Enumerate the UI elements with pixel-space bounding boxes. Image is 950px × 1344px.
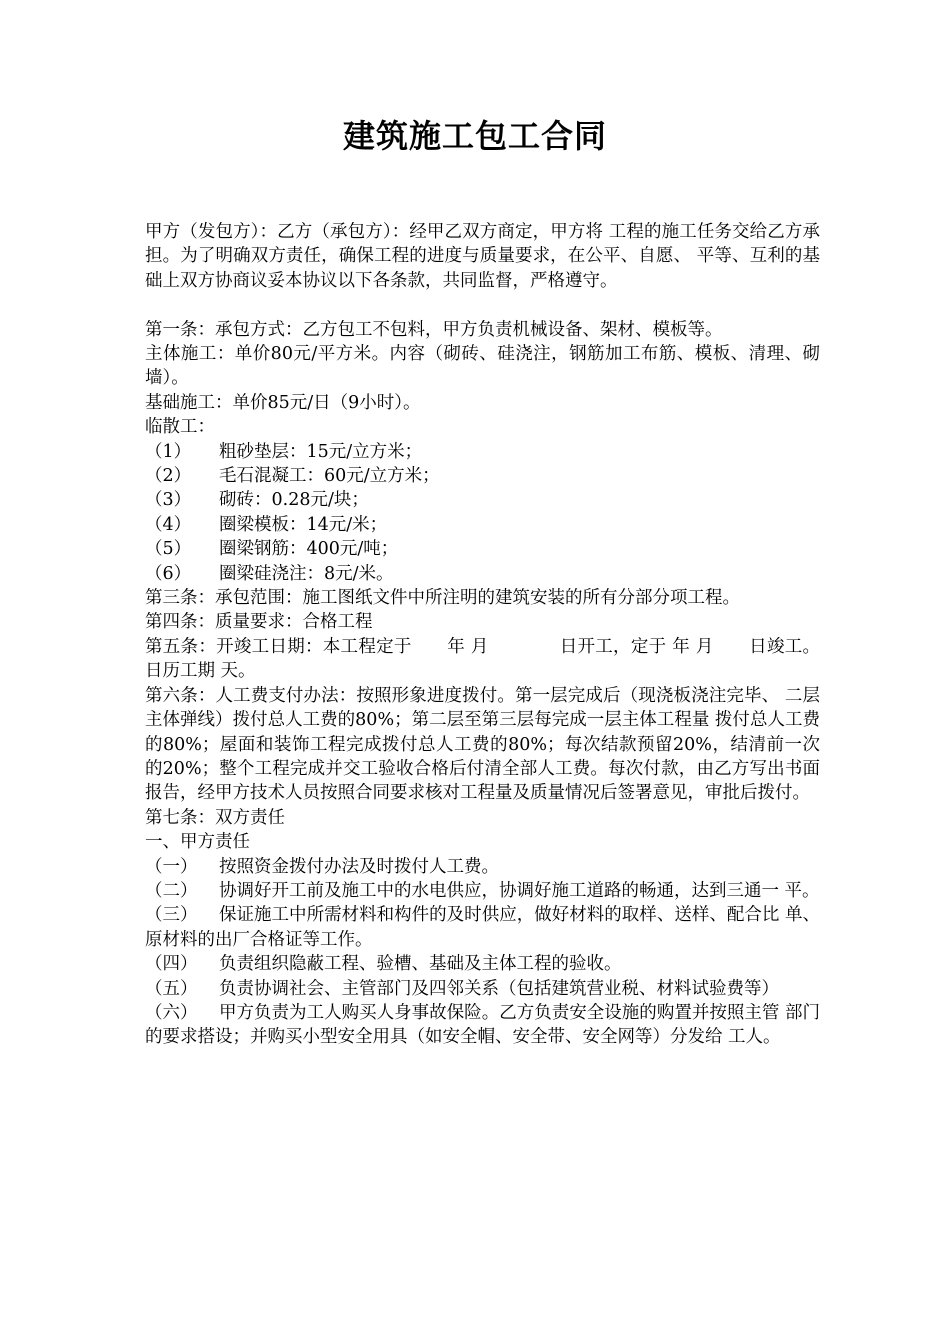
item-number: （一） (145, 856, 198, 877)
party-a-item (145, 1001, 820, 1050)
misc-item (145, 464, 820, 488)
paragraph-gap (145, 293, 820, 317)
item-text: 圈梁钢筋：400元/吨； (219, 539, 399, 560)
party-a-heading: 一、甲方责任 (145, 832, 250, 853)
item-number: （四） (145, 954, 198, 975)
item-text: 砌砖：0.28元/块； (219, 490, 369, 511)
party-a-item (145, 855, 820, 879)
item-number: （二） (145, 880, 198, 901)
item-number: （4） (145, 514, 192, 535)
misc-item (145, 562, 820, 586)
item-text: 毛石混凝工：60元/立方米； (219, 466, 440, 487)
party-a-item (145, 977, 820, 1001)
party-a-item (145, 879, 820, 903)
main-construction: 主体施工：单价80元/平方米。内容（砌砖、硅浇注，钢筋加工布筋、模板、清理、砌墙）。 (145, 344, 820, 389)
item-number: （5） (145, 539, 192, 560)
item-text: 粗砂垫层：15元/立方米； (219, 441, 423, 462)
article-5: 第五条：开竣工日期：本工程定于 年 月 日开工，定于 年 月 日竣工。日历工期 天。 (145, 636, 820, 682)
article-7: 第七条：双方责任 (145, 807, 285, 828)
item-text: 协调好开工前及施工中的水电供应，协调好施工道路的畅通，达到三通一 平。 (219, 880, 820, 901)
item-number: （1） (145, 441, 192, 462)
item-text: 甲方负责为工人购买人身事故保险。乙方负责安全设施的购置并按照主管 部门的要求搭设；并购买小型安全用具（如安全帽、安全带、安全网等）分发给 工人。 (145, 1002, 820, 1048)
item-number: （五） (145, 978, 198, 999)
misc-work-heading: 临散工： (145, 417, 215, 438)
party-a-item (145, 903, 820, 952)
item-text: 负责协调社会、主管部门及四邻关系（包括建筑营业税、材料试验费等） (219, 978, 779, 999)
item-text: 圈梁硅浇注：8元/米。 (219, 563, 394, 584)
contract-body (145, 220, 820, 1050)
misc-item (145, 488, 820, 512)
misc-item (145, 513, 820, 537)
party-a-item (145, 952, 820, 976)
item-text: 圈梁模板：14元/米； (219, 514, 388, 535)
article-6: 第六条：人工费支付办法：按照形象进度拨付。第一层完成后（现浇板浇注完毕、 二层主体弹线）拨付总人工费的80%；第二层至第三层每完成一层主体工程量 拨付总人工费的80%；屋面和装饰工程完成拨付总人工费的80%；每次结款预留20%，结清前一次的20%；整个工程完成并交工验收合格后付清全部人工费。每次付款，由乙方写出书面报告，经甲方技术人员按照合同要求核对工程量及质量情况后签署意见，审批后拨付。 (145, 685, 820, 804)
misc-item (145, 440, 820, 464)
item-text: 保证施工中所需材料和构件的及时供应，做好材料的取样、送样、配合比 单、原材料的出厂合格证等工作。 (145, 905, 820, 950)
item-number: （六） (145, 1002, 198, 1023)
item-number: （2） (145, 466, 192, 487)
item-number: （3） (145, 490, 192, 511)
foundation-construction: 基础施工：单价85元/日（9小时）。 (145, 392, 421, 413)
misc-item (145, 537, 820, 561)
page-title: 建筑施工包工合同 (342, 117, 607, 155)
article-1: 第一条：承包方式：乙方包工不包料，甲方负责机械设备、架材、模板等。 (145, 319, 723, 340)
item-text: 按照资金拨付办法及时拨付人工费。 (219, 856, 499, 877)
item-text: 负责组织隐蔽工程、验槽、基础及主体工程的验收。 (219, 954, 622, 975)
item-number: （6） (145, 563, 192, 584)
article-4: 第四条：质量要求：合格工程 (145, 612, 373, 633)
article-3: 第三条：承包范围：施工图纸文件中所注明的建筑安装的所有分部分项工程。 (145, 588, 740, 609)
intro-paragraph: 甲方（发包方）：乙方（承包方）：经甲乙双方商定，甲方将 工程的施工任务交给乙方承担。为了明确双方责任，确保工程的进度与质量要求，在公平、自愿、 平等、互利的基础上双方协商议妥本协议以下各条款，共同监督，严格遵守。 (145, 222, 820, 291)
item-number: （三） (145, 905, 198, 926)
